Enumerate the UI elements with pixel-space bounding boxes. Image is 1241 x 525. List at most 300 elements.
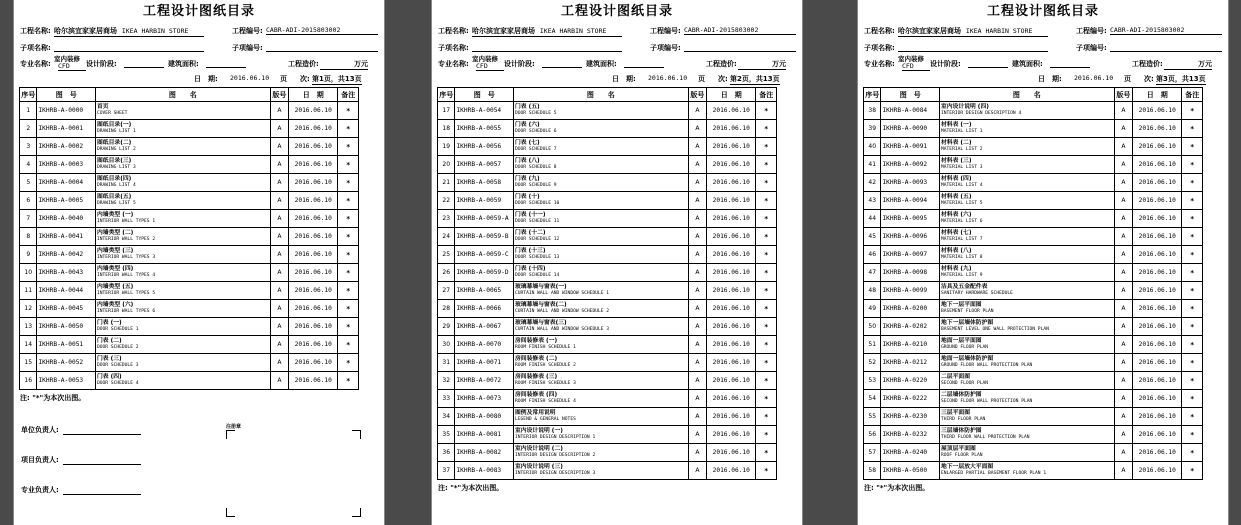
table-row xyxy=(864,372,1203,390)
table-row xyxy=(864,102,1203,120)
date-label: 日 期: xyxy=(1038,75,1062,83)
table-row xyxy=(20,372,359,390)
row-remark: * xyxy=(756,282,777,300)
drawing-name-en: ENLARGED PARTIAL BASEMENT FLOOR PLAN 1 xyxy=(941,471,1047,476)
table-row xyxy=(864,390,1203,408)
row-remark: * xyxy=(1182,300,1203,318)
row-drawing-no: IKHRB-A-0059-A xyxy=(455,210,514,228)
row-drawing-no: IKHRB-A-0065 xyxy=(455,282,514,300)
row-version: A xyxy=(1114,318,1132,336)
row-remark: * xyxy=(338,156,359,174)
table-row xyxy=(864,174,1203,192)
col-header-seq: 序号 xyxy=(20,88,37,102)
row-remark: * xyxy=(1182,120,1203,138)
row-drawing-no: IKHRB-A-0081 xyxy=(455,426,514,444)
row-seq: 20 xyxy=(438,156,455,174)
row-drawing-name xyxy=(514,264,689,282)
row-drawing-no: IKHRB-A-0073 xyxy=(455,390,514,408)
table-row xyxy=(438,390,777,408)
row-drawing-no: IKHRB-A-0002 xyxy=(37,138,96,156)
drawing-name-en: MATERIAL LIST 5 xyxy=(941,201,983,206)
row-remark: * xyxy=(1182,444,1203,462)
drawing-name-cn: 内墙类型 (四) xyxy=(97,266,134,272)
row-version: A xyxy=(270,102,288,120)
row-remark: * xyxy=(756,444,777,462)
drawing-name-cn: 门表 (十一) xyxy=(515,212,546,218)
drawing-name-en: INTERIOR DESIGN DESCRIPTION 3 xyxy=(515,471,596,476)
drawing-name-en: DOOR SCHEDULE 10 xyxy=(515,201,560,206)
row-version: A xyxy=(270,264,288,282)
row-seq: 33 xyxy=(438,390,455,408)
drawing-name-en: MATERIAL LIST 8 xyxy=(941,255,983,260)
row-date: 2016.06.10 xyxy=(707,444,756,462)
row-seq: 51 xyxy=(864,336,881,354)
drawing-name-cn: 内墙类型 (五) xyxy=(97,284,134,290)
stamp-corner xyxy=(352,508,361,517)
row-remark: * xyxy=(1182,156,1203,174)
area-label: 建筑面积: xyxy=(586,60,617,68)
drawing-name-en: ROOM FINISH SCHEDULE 4 xyxy=(515,399,576,404)
table-row xyxy=(20,192,359,210)
row-drawing-name xyxy=(514,102,689,120)
table-row xyxy=(438,174,777,192)
row-remark: * xyxy=(1182,318,1203,336)
row-drawing-name xyxy=(514,390,689,408)
row-remark: * xyxy=(338,336,359,354)
row-date: 2016.06.10 xyxy=(707,156,756,174)
table-row xyxy=(438,138,777,156)
drawing-name-en: GROUND FLOOR WALL PROTECTION PLAN xyxy=(941,363,1033,368)
row-date: 2016.06.10 xyxy=(1133,246,1182,264)
major-label: 专业名称: xyxy=(20,60,51,68)
signature-blank xyxy=(63,464,141,465)
row-seq: 13 xyxy=(20,318,37,336)
row-drawing-no: IKHRB-A-0045 xyxy=(37,300,96,318)
row-seq: 2 xyxy=(20,120,37,138)
drawing-name-cn: 三层墙体防护图 xyxy=(941,428,982,434)
row-drawing-no: IKHRB-A-0210 xyxy=(881,336,940,354)
row-seq: 41 xyxy=(864,156,881,174)
document-title: 工程设计图纸目录 xyxy=(142,4,255,19)
row-seq: 56 xyxy=(864,426,881,444)
table-row xyxy=(864,444,1203,462)
row-drawing-name xyxy=(514,462,689,480)
row-seq: 6 xyxy=(20,192,37,210)
drawing-list-table xyxy=(863,87,1203,480)
sub-value xyxy=(54,43,204,52)
sub-no-value xyxy=(1110,43,1222,52)
row-remark: * xyxy=(338,138,359,156)
drawing-name-en: DOOR SCHEDULE 9 xyxy=(515,183,557,188)
row-seq: 29 xyxy=(438,318,455,336)
row-drawing-no: IKHRB-A-0000 xyxy=(37,102,96,120)
row-date: 2016.06.10 xyxy=(707,192,756,210)
row-drawing-name xyxy=(96,120,271,138)
row-drawing-name xyxy=(96,138,271,156)
drawing-name-cn: 材料表 (二) xyxy=(941,140,972,146)
row-version: A xyxy=(688,354,706,372)
table-row xyxy=(438,426,777,444)
drawing-name-en: DRAWING LIST 5 xyxy=(97,201,136,206)
drawing-name-cn: 材料表 (七) xyxy=(941,230,972,236)
sub-label: 子项名称: xyxy=(20,44,51,52)
col-header-drawing-no: 图 号 xyxy=(881,88,940,102)
drawing-name-cn: 内墙类型 (六) xyxy=(97,302,134,308)
row-remark: * xyxy=(1182,192,1203,210)
row-remark: * xyxy=(756,354,777,372)
row-drawing-name xyxy=(514,210,689,228)
table-row xyxy=(864,228,1203,246)
row-drawing-name xyxy=(96,102,271,120)
row-remark: * xyxy=(1182,138,1203,156)
row-version: A xyxy=(688,264,706,282)
row-seq: 42 xyxy=(864,174,881,192)
row-version: A xyxy=(1114,228,1132,246)
row-drawing-name xyxy=(940,372,1115,390)
row-remark: * xyxy=(1182,426,1203,444)
area-value xyxy=(624,59,664,68)
row-version: A xyxy=(1114,372,1132,390)
row-remark: * xyxy=(338,372,359,390)
row-drawing-name xyxy=(940,210,1115,228)
phase-value xyxy=(968,59,1008,68)
table-row xyxy=(864,426,1203,444)
row-drawing-name xyxy=(514,120,689,138)
col-header-version: 版号 xyxy=(1114,88,1132,102)
row-remark: * xyxy=(1182,282,1203,300)
drawing-name-en: ROOM FINISH SCHEDULE 1 xyxy=(515,345,576,350)
drawing-name-en: DOOR SCHEDULE 11 xyxy=(515,219,560,224)
drawing-name-cn: 门表 (十) xyxy=(515,194,540,200)
row-drawing-no: IKHRB-A-0059 xyxy=(455,192,514,210)
row-remark: * xyxy=(1182,264,1203,282)
row-drawing-no: IKHRB-A-0092 xyxy=(881,156,940,174)
row-drawing-no: IKHRB-A-0052 xyxy=(37,354,96,372)
date-value: 2016.06.10 xyxy=(1074,74,1114,82)
drawing-name-en: BASEMENT LEVEL ONE WALL PROTECTION PLAN xyxy=(941,327,1049,332)
project-value: 哈尔滨宜家家居商场 IKEA HARBIN STORE xyxy=(472,26,622,37)
col-header-date: 日 期 xyxy=(707,88,756,102)
row-drawing-name xyxy=(940,444,1115,462)
drawing-name-en: BASEMENT FLOOR PLAN xyxy=(941,309,994,314)
table-row xyxy=(20,210,359,228)
cost-label: 工程造价: xyxy=(1132,60,1163,68)
drawing-name-en: INTERIOR WALL TYPES 6 xyxy=(97,309,156,314)
row-drawing-no: IKHRB-A-0200 xyxy=(881,300,940,318)
table-row xyxy=(20,120,359,138)
table-row xyxy=(438,102,777,120)
project-no-value: CABR-ADI-2015803002 xyxy=(266,26,378,35)
row-remark: * xyxy=(338,210,359,228)
drawing-name-cn: 玻璃幕墙与窗表(三) xyxy=(515,320,567,326)
row-drawing-name xyxy=(940,246,1115,264)
sub-no-label: 子项编号: xyxy=(232,44,263,52)
drawing-name-cn: 门表 (七) xyxy=(515,140,540,146)
row-version: A xyxy=(688,246,706,264)
phase-label: 设计阶段: xyxy=(86,60,117,68)
row-remark: * xyxy=(338,174,359,192)
row-drawing-no: IKHRB-A-0050 xyxy=(37,318,96,336)
col-header-seq: 序号 xyxy=(864,88,881,102)
row-seq: 21 xyxy=(438,174,455,192)
project-no-value: CABR-ADI-2015803002 xyxy=(684,26,796,35)
row-remark: * xyxy=(756,390,777,408)
row-drawing-no: IKHRB-A-0051 xyxy=(37,336,96,354)
row-remark: * xyxy=(338,282,359,300)
row-drawing-name xyxy=(96,282,271,300)
table-row xyxy=(438,354,777,372)
row-version: A xyxy=(270,282,288,300)
stamp-corner xyxy=(226,430,235,439)
drawing-name-en: DOOR SCHEDULE 12 xyxy=(515,237,560,242)
row-seq: 54 xyxy=(864,390,881,408)
row-seq: 39 xyxy=(864,120,881,138)
drawing-name-en: SANITARY HARDWARE SCHEDULE xyxy=(941,291,1013,296)
row-date: 2016.06.10 xyxy=(1133,282,1182,300)
row-drawing-name xyxy=(940,354,1115,372)
drawing-name-en: THIRD FLOOR WALL PROTECTION PLAN xyxy=(941,435,1030,440)
col-header-drawing-name: 图 名 xyxy=(514,88,689,102)
drawing-name-cn: 图纸目录(二) xyxy=(97,140,132,146)
row-seq: 49 xyxy=(864,300,881,318)
drawing-name-en: GROUND FLOOR PLAN xyxy=(941,345,989,350)
row-date: 2016.06.10 xyxy=(707,462,756,480)
major-value-cn: 室内装修 xyxy=(898,55,924,63)
row-drawing-no: IKHRB-A-0001 xyxy=(37,120,96,138)
sub-value xyxy=(898,43,1048,52)
row-drawing-no: IKHRB-A-0084 xyxy=(881,102,940,120)
row-version: A xyxy=(270,174,288,192)
row-seq: 9 xyxy=(20,246,37,264)
row-version: A xyxy=(270,210,288,228)
count-prefix: 次: xyxy=(718,75,728,83)
row-date: 2016.06.10 xyxy=(289,354,338,372)
stamp-corner xyxy=(352,430,361,439)
table-row xyxy=(864,282,1203,300)
table-header-row xyxy=(438,88,777,102)
row-drawing-name xyxy=(940,390,1115,408)
row-drawing-name xyxy=(514,282,689,300)
drawing-name-cn: 材料表 (九) xyxy=(941,266,972,272)
drawing-name-cn: 二层墙体防护图 xyxy=(941,392,982,398)
drawing-name-cn: 地下一层平面图 xyxy=(941,302,982,308)
signature-line xyxy=(21,455,141,465)
row-seq: 46 xyxy=(864,246,881,264)
row-version: A xyxy=(270,192,288,210)
table-row xyxy=(438,210,777,228)
row-drawing-name xyxy=(96,174,271,192)
drawing-name-en: ROOF FLOOR PLAN xyxy=(941,453,983,458)
drawing-list-sheet-2 xyxy=(432,0,802,525)
major-value-code: CFD xyxy=(476,62,504,71)
row-date: 2016.06.10 xyxy=(289,102,338,120)
drawing-name-cn: 内墙类型 (二) xyxy=(97,230,134,236)
row-drawing-no: IKHRB-A-0220 xyxy=(881,372,940,390)
row-version: A xyxy=(270,228,288,246)
drawing-name-en: DRAWING LIST 4 xyxy=(97,183,136,188)
row-seq: 17 xyxy=(438,102,455,120)
row-remark: * xyxy=(756,462,777,480)
row-version: A xyxy=(688,282,706,300)
table-row xyxy=(864,138,1203,156)
row-remark: * xyxy=(338,246,359,264)
drawing-list-table xyxy=(437,87,777,480)
table-row xyxy=(438,264,777,282)
table-row xyxy=(864,318,1203,336)
row-drawing-name xyxy=(514,444,689,462)
drawing-name-en: INTERIOR DESIGN DESCRIPTION 2 xyxy=(515,453,596,458)
row-date: 2016.06.10 xyxy=(289,228,338,246)
table-row xyxy=(438,462,777,480)
row-seq: 23 xyxy=(438,210,455,228)
drawing-name-cn: 二层平面图 xyxy=(941,374,970,380)
row-date: 2016.06.10 xyxy=(707,138,756,156)
drawing-name-cn: 内墙类型 (一) xyxy=(97,212,134,218)
row-remark: * xyxy=(338,102,359,120)
row-drawing-no: IKHRB-A-0500 xyxy=(881,462,940,480)
drawing-name-cn: 地下一层墙体防护图 xyxy=(941,320,994,326)
row-version: A xyxy=(688,318,706,336)
col-header-drawing-no: 图 号 xyxy=(455,88,514,102)
row-seq: 40 xyxy=(864,138,881,156)
row-remark: * xyxy=(338,228,359,246)
table-row xyxy=(864,354,1203,372)
header-row-major xyxy=(864,56,1220,74)
table-row xyxy=(864,156,1203,174)
drawing-name-en: ROOM FINISH SCHEDULE 2 xyxy=(515,363,576,368)
row-drawing-name xyxy=(514,300,689,318)
table-row xyxy=(20,228,359,246)
drawing-list-sheet-1 xyxy=(14,0,384,525)
row-drawing-name xyxy=(514,408,689,426)
row-seq: 45 xyxy=(864,228,881,246)
drawing-name-en: CURTAIN WALL AND WINDOW SCHEDULE 2 xyxy=(515,309,610,314)
drawing-name-en: DOOR SCHEDULE 3 xyxy=(97,363,139,368)
row-version: A xyxy=(270,246,288,264)
row-drawing-no: IKHRB-A-0097 xyxy=(881,246,940,264)
row-version: A xyxy=(1114,210,1132,228)
row-date: 2016.06.10 xyxy=(1133,390,1182,408)
row-drawing-no: IKHRB-A-0230 xyxy=(881,408,940,426)
row-version: A xyxy=(688,300,706,318)
row-drawing-no: IKHRB-A-0212 xyxy=(881,354,940,372)
row-remark: * xyxy=(1182,210,1203,228)
row-version: A xyxy=(1114,390,1132,408)
drawing-name-cn: 门表 (八) xyxy=(515,158,540,164)
drawing-name-cn: 材料表 (三) xyxy=(941,158,972,164)
drawing-name-cn: 门表 (十二) xyxy=(515,230,546,236)
row-remark: * xyxy=(338,318,359,336)
row-version: A xyxy=(688,210,706,228)
row-version: A xyxy=(1114,336,1132,354)
date-label: 日 期: xyxy=(612,75,636,83)
table-row xyxy=(864,408,1203,426)
row-remark: * xyxy=(756,336,777,354)
header-row-major xyxy=(438,56,794,74)
row-drawing-no: IKHRB-A-0004 xyxy=(37,174,96,192)
drawing-name-en: DOOR SCHEDULE 8 xyxy=(515,165,557,170)
row-drawing-name xyxy=(96,228,271,246)
row-seq: 10 xyxy=(20,264,37,282)
drawing-name-cn: 首页 xyxy=(97,104,109,110)
row-date: 2016.06.10 xyxy=(289,120,338,138)
row-date: 2016.06.10 xyxy=(1133,318,1182,336)
phase-value xyxy=(124,59,164,68)
page-word: 页 xyxy=(280,75,287,83)
drawing-name-cn: 室内设计说明 (一) xyxy=(515,428,563,434)
row-date: 2016.06.10 xyxy=(1133,354,1182,372)
table-row xyxy=(864,210,1203,228)
row-seq: 7 xyxy=(20,210,37,228)
col-header-drawing-no: 图 号 xyxy=(37,88,96,102)
row-version: A xyxy=(1114,282,1132,300)
row-drawing-no: IKHRB-A-0083 xyxy=(455,462,514,480)
drawing-name-en: DOOR SCHEDULE 2 xyxy=(97,345,139,350)
row-version: A xyxy=(1114,264,1132,282)
drawing-name-cn: 材料表 (六) xyxy=(941,212,972,218)
row-drawing-no: IKHRB-A-0057 xyxy=(455,156,514,174)
signature-label: 单位负责人: xyxy=(21,426,59,434)
row-date: 2016.06.10 xyxy=(707,210,756,228)
row-seq: 37 xyxy=(438,462,455,480)
row-drawing-name xyxy=(940,318,1115,336)
row-version: A xyxy=(1114,102,1132,120)
drawing-name-en: MATERIAL LIST 1 xyxy=(941,129,983,134)
row-version: A xyxy=(1114,426,1132,444)
row-drawing-name xyxy=(514,426,689,444)
table-row xyxy=(438,408,777,426)
drawing-name-cn: 门表 (十四) xyxy=(515,266,546,272)
row-date: 2016.06.10 xyxy=(289,372,338,390)
drawing-name-cn: 房间装修表 (二) xyxy=(515,356,558,362)
table-row xyxy=(20,318,359,336)
row-date: 2016.06.10 xyxy=(1133,408,1182,426)
row-drawing-no: IKHRB-A-0054 xyxy=(455,102,514,120)
sub-label: 子项名称: xyxy=(438,44,469,52)
row-date: 2016.06.10 xyxy=(707,174,756,192)
col-header-seq: 序号 xyxy=(438,88,455,102)
row-date: 2016.06.10 xyxy=(289,282,338,300)
drawing-name-cn: 门表 (二) xyxy=(97,338,122,344)
drawing-name-en: MATERIAL LIST 2 xyxy=(941,147,983,152)
row-date: 2016.06.10 xyxy=(289,192,338,210)
row-seq: 32 xyxy=(438,372,455,390)
row-drawing-name xyxy=(514,174,689,192)
area-value xyxy=(1050,59,1090,68)
date-value: 2016.06.10 xyxy=(648,74,688,82)
drawing-name-cn: 内墙类型 (三) xyxy=(97,248,134,254)
table-row xyxy=(438,120,777,138)
row-version: A xyxy=(688,156,706,174)
row-date: 2016.06.10 xyxy=(1133,102,1182,120)
table-row xyxy=(438,372,777,390)
row-version: A xyxy=(1114,192,1132,210)
drawing-name-cn: 图纸目录(一) xyxy=(97,122,132,128)
drawing-name-en: DRAWING LIST 3 xyxy=(97,165,136,170)
table-row xyxy=(20,156,359,174)
row-drawing-name xyxy=(940,336,1115,354)
project-no-label: 工程编号: xyxy=(650,27,681,35)
table-row xyxy=(864,246,1203,264)
drawing-name-cn: 材料表 (一) xyxy=(941,122,972,128)
row-drawing-no: IKHRB-A-0043 xyxy=(37,264,96,282)
row-drawing-no: IKHRB-A-0090 xyxy=(881,120,940,138)
project-no-label: 工程编号: xyxy=(1076,27,1107,35)
page-word: 页 xyxy=(698,75,705,83)
issue-note: 注: "*"为本次出图。 xyxy=(438,484,504,492)
drawing-name-en: INTERIOR WALL TYPES 3 xyxy=(97,255,156,260)
row-version: A xyxy=(688,444,706,462)
